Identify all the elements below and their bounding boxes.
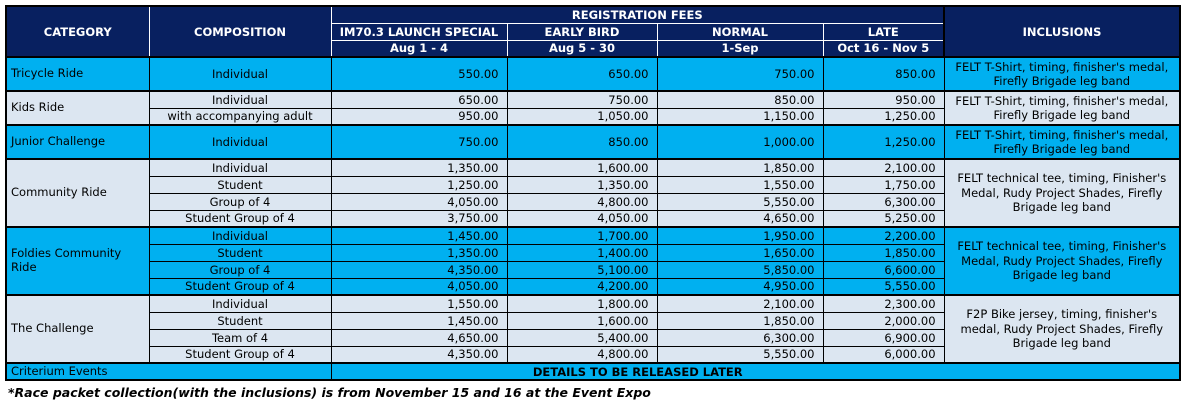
fee-row [6,159,1180,176]
fee-cell: 1,450.00 [331,312,507,329]
fee-cell: 1,850.00 [823,244,944,261]
composition-cell: Student Group of 4 [149,346,331,363]
fee-cell: 750.00 [331,125,507,159]
fee-cell: 6,300.00 [657,329,823,346]
fee-cell: 1,850.00 [657,312,823,329]
fee-cell: 1,250.00 [823,108,944,125]
registration-fees-table [5,5,1181,381]
inclusions-header: INCLUSIONS [944,6,1180,57]
fee-row [6,227,1180,244]
fee-cell: 4,800.00 [507,346,657,363]
category-cell: The Challenge [6,295,149,363]
inclusions-cell: FELT technical tee, timing, Finisher's Medal, Rudy Project Shades, Firefly Brigade leg band [944,227,1180,295]
category-header: CATEGORY [6,6,149,57]
criterium-row [6,363,1180,380]
fee-cell: 850.00 [657,91,823,108]
fee-cell: 5,250.00 [823,210,944,227]
fee-cell: 650.00 [331,91,507,108]
fee-cell: 950.00 [331,108,507,125]
fee-cell: 1,400.00 [507,244,657,261]
fee-cell: 550.00 [331,57,507,91]
composition-cell: Team of 4 [149,329,331,346]
composition-cell: Individual [149,57,331,91]
category-cell: Community Ride [6,159,149,227]
fee-cell: 1,250.00 [331,176,507,193]
category-cell: Kids Ride [6,91,149,125]
fee-dates-early-bird: Aug 5 - 30 [507,40,657,57]
criterium-empty-cell [944,363,1180,380]
inclusions-cell: FELT technical tee, timing, Finisher's Medal, Rudy Project Shades, Firefly Brigade leg band [944,159,1180,227]
composition-cell: Student [149,244,331,261]
fee-cell: 4,050.00 [331,278,507,295]
composition-cell: Individual [149,227,331,244]
fee-dates-launch-special: Aug 1 - 4 [331,40,507,57]
inclusions-cell: FELT T-Shirt, timing, finisher's medal, Firefly Brigade leg band [944,57,1180,91]
criterium-details-cell: DETAILS TO BE RELEASED LATER [331,363,944,380]
composition-cell: Student [149,176,331,193]
fee-cell: 2,200.00 [823,227,944,244]
fee-cell: 950.00 [823,91,944,108]
composition-cell: with accompanying adult [149,108,331,125]
fee-column-header-early-bird: EARLY BIRD [507,23,657,40]
fee-cell: 6,000.00 [823,346,944,363]
fee-row [6,57,1180,91]
fee-cell: 850.00 [823,57,944,91]
fee-cell: 4,350.00 [331,261,507,278]
fee-cell: 1,850.00 [657,159,823,176]
header-row-group [6,6,1180,23]
registration-fees-header: REGISTRATION FEES [331,6,944,23]
fee-cell: 4,950.00 [657,278,823,295]
fee-cell: 750.00 [657,57,823,91]
composition-header: COMPOSITION [149,6,331,57]
fee-cell: 1,350.00 [331,244,507,261]
fee-cell: 1,600.00 [507,159,657,176]
fee-cell: 1,450.00 [331,227,507,244]
fee-row [6,125,1180,159]
fee-row [6,295,1180,312]
fee-cell: 4,650.00 [331,329,507,346]
category-cell: Tricycle Ride [6,57,149,91]
fee-cell: 850.00 [507,125,657,159]
fee-cell: 4,050.00 [331,193,507,210]
inclusions-cell: F2P Bike jersey, timing, finisher's medal, Rudy Project Shades, Firefly Brigade leg band [944,295,1180,363]
fee-cell: 5,550.00 [657,193,823,210]
table-header [6,6,1180,57]
fee-cell: 2,100.00 [823,159,944,176]
fee-cell: 1,000.00 [657,125,823,159]
fee-cell: 5,400.00 [507,329,657,346]
criterium-category-cell: Criterium Events [6,363,331,380]
fee-cell: 1,550.00 [331,295,507,312]
fee-cell: 750.00 [507,91,657,108]
fee-cell: 1,950.00 [657,227,823,244]
fee-cell: 1,150.00 [657,108,823,125]
fee-cell: 2,300.00 [823,295,944,312]
fee-cell: 1,800.00 [507,295,657,312]
fee-cell: 2,000.00 [823,312,944,329]
fee-cell: 1,550.00 [657,176,823,193]
composition-cell: Student Group of 4 [149,278,331,295]
category-cell: Foldies Community Ride [6,227,149,295]
composition-cell: Individual [149,159,331,176]
inclusions-cell: FELT T-Shirt, timing, finisher's medal, Firefly Brigade leg band [944,125,1180,159]
fee-cell: 5,100.00 [507,261,657,278]
fee-column-header-normal: NORMAL [657,23,823,40]
composition-cell: Student Group of 4 [149,210,331,227]
fee-row [6,91,1180,108]
fee-cell: 6,600.00 [823,261,944,278]
composition-cell: Group of 4 [149,261,331,278]
fee-cell: 650.00 [507,57,657,91]
composition-cell: Group of 4 [149,193,331,210]
fee-cell: 1,350.00 [331,159,507,176]
fee-cell: 2,100.00 [657,295,823,312]
composition-cell: Individual [149,125,331,159]
fee-cell: 1,600.00 [507,312,657,329]
fee-cell: 5,550.00 [657,346,823,363]
fee-cell: 6,300.00 [823,193,944,210]
table-body [6,57,1180,380]
fee-cell: 3,750.00 [331,210,507,227]
fee-cell: 4,050.00 [507,210,657,227]
fee-cell: 1,750.00 [823,176,944,193]
fee-dates-normal: 1-Sep [657,40,823,57]
composition-cell: Individual [149,91,331,108]
fee-column-header-late: LATE [823,23,944,40]
fee-cell: 1,050.00 [507,108,657,125]
fee-column-header-launch-special: IM70.3 LAUNCH SPECIAL [331,23,507,40]
fee-cell: 6,900.00 [823,329,944,346]
fee-cell: 1,700.00 [507,227,657,244]
fee-cell: 1,350.00 [507,176,657,193]
footnote: *Race packet collection(with the inclusions) is from November 15 and 16 at the Event Expo [8,385,651,400]
fee-cell: 4,350.00 [331,346,507,363]
composition-cell: Student [149,312,331,329]
category-cell: Junior Challenge [6,125,149,159]
fee-dates-late: Oct 16 - Nov 5 [823,40,944,57]
fee-cell: 4,200.00 [507,278,657,295]
fee-cell: 5,850.00 [657,261,823,278]
fee-cell: 4,650.00 [657,210,823,227]
fee-cell: 1,650.00 [657,244,823,261]
fee-cell: 1,250.00 [823,125,944,159]
composition-cell: Individual [149,295,331,312]
fee-cell: 5,550.00 [823,278,944,295]
inclusions-cell: FELT T-Shirt, timing, finisher's medal, Firefly Brigade leg band [944,91,1180,125]
fee-cell: 4,800.00 [507,193,657,210]
